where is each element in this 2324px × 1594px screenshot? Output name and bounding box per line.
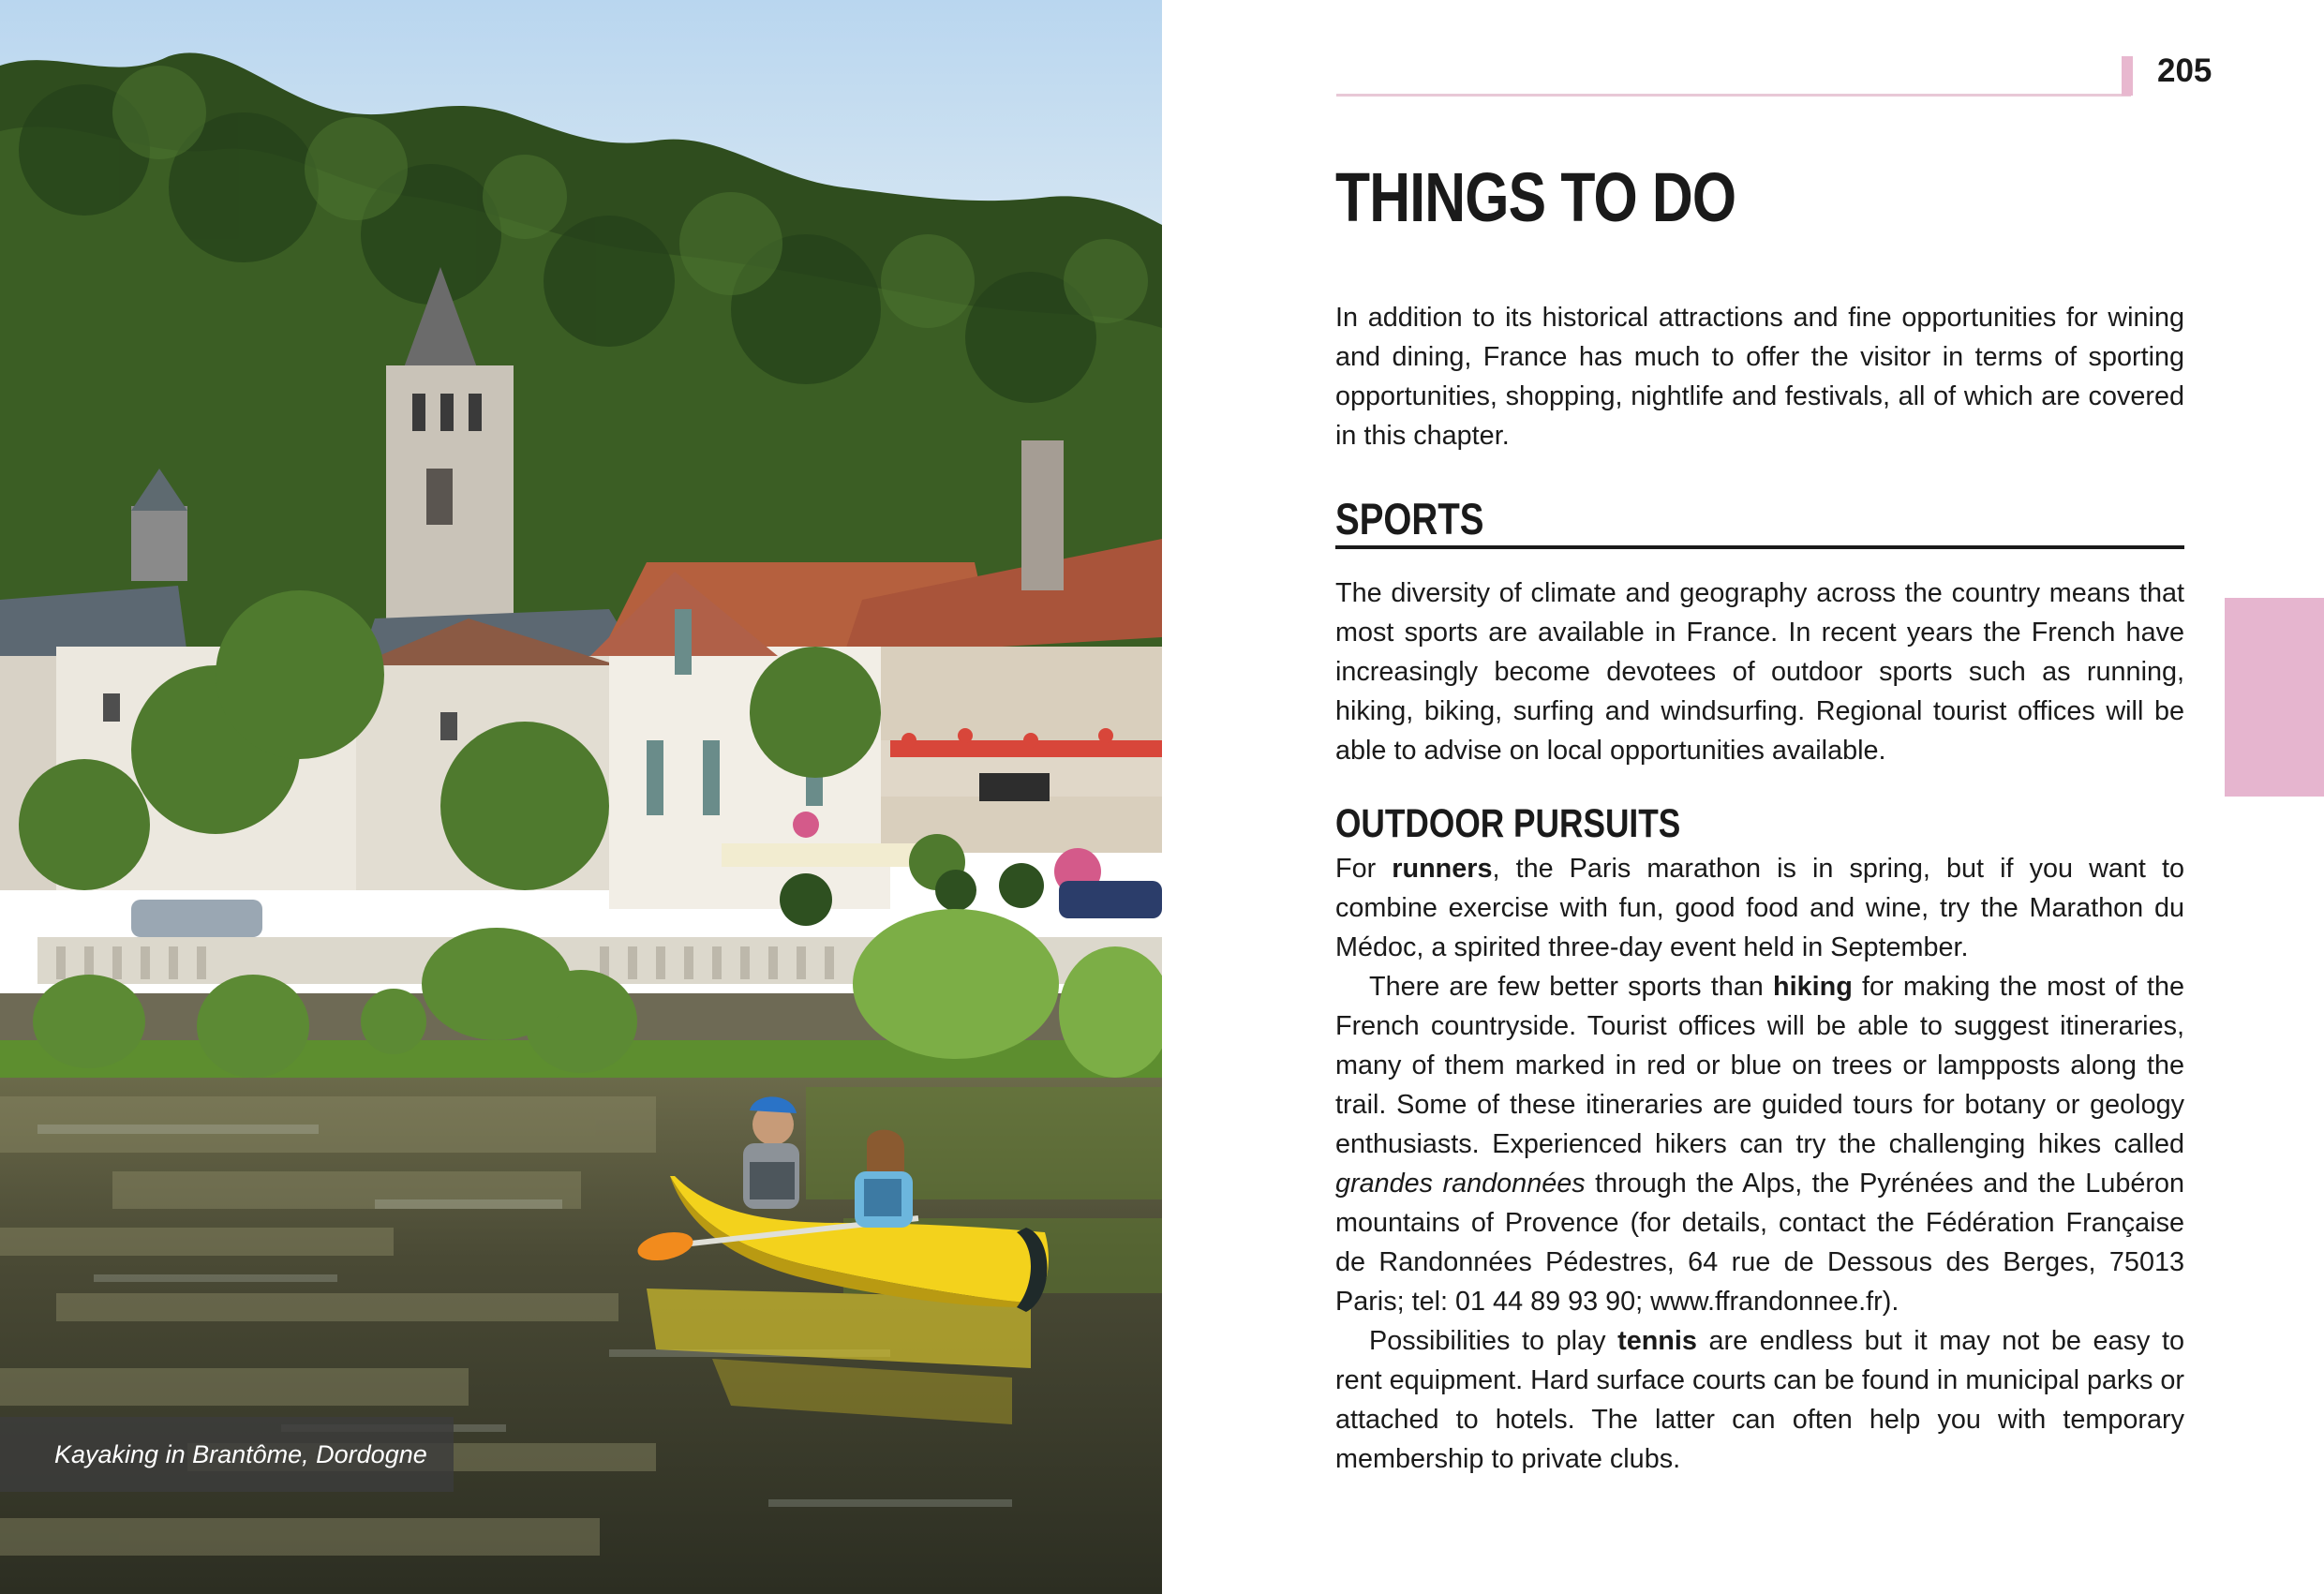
tennis-paragraph <box>1335 1321 2184 1479</box>
page-number: 205 <box>2157 52 2212 89</box>
hiking-text-start: There are few better sports than <box>1369 972 1774 1002</box>
runners-keyword: runners <box>1392 854 1493 884</box>
sports-heading: SPORTS <box>1335 494 1484 544</box>
header-rule <box>1336 94 2131 97</box>
page-number-marker <box>2122 56 2133 96</box>
page-title: THINGS TO DO <box>1335 158 1736 236</box>
hiking-text-middle: for making the most of the French countryside. Tourist offices will be able to suggest itineraries, many of them marked in red or blue on trees or lampposts along the trail. Some of these itineraries are guided tours for botany or geology enthusiasts. Experienced hikers can try the challenging hikes called <box>1335 972 2184 1159</box>
tennis-text-start: Possibilities to play <box>1369 1326 1618 1356</box>
runners-paragraph <box>1335 849 2184 967</box>
chapter-thumb-tab <box>2225 598 2324 797</box>
intro-paragraph: In addition to its historical attractions and fine opportunities for wining and dining, France has much to offer the visitor in terms of sporting opportunities, shopping, nightlife and festivals, all of which are covered in this chapter. <box>1335 303 2184 451</box>
runners-text-end: , the Paris marathon is in spring, but if you want to combine exercise with fun, good food and wine, try the Marathon du Médoc, a spirited three-day event held in September. <box>1335 854 2184 962</box>
sports-heading-rule <box>1335 545 2184 549</box>
tennis-keyword: tennis <box>1617 1326 1697 1356</box>
runners-text-start: For <box>1335 854 1393 884</box>
sports-paragraph: The diversity of climate and geography across the country means that most sports are available in France. In recent years the French have increasingly become devotees of outdoor sports such as running, hiking, biking, surfing and windsurfing. Regional tourist offices will be able to advise on local opportunities available. <box>1335 578 2184 766</box>
grandes-randonnees-term: grandes randonnées <box>1335 1169 1586 1199</box>
hiking-keyword: hiking <box>1773 972 1853 1002</box>
outdoor-pursuits-text <box>1335 849 2184 1479</box>
hiking-paragraph <box>1335 967 2184 1321</box>
tennis-text-end: are endless but it may not be easy to rent equipment. Hard surface courts can be found in municipal parks or attached to hotels. The latter can often help you with temporary membership to private clubs. <box>1335 1326 2184 1474</box>
hiking-text-end: through the Alps, the Pyrénées and the Lubéron mountains of Provence (for details, contact the Fédération Française de Randonnées Pédestres, 64 rue de Dessous des Berges, 75013 Paris; tel: 01 44 89 93 90; www.ffrandonnee.fr). <box>1335 1169 2184 1317</box>
photo-caption: Kayaking in Brantôme, Dordogne <box>0 1417 454 1492</box>
outdoor-pursuits-heading: OUTDOOR PURSUITS <box>1335 801 1681 846</box>
